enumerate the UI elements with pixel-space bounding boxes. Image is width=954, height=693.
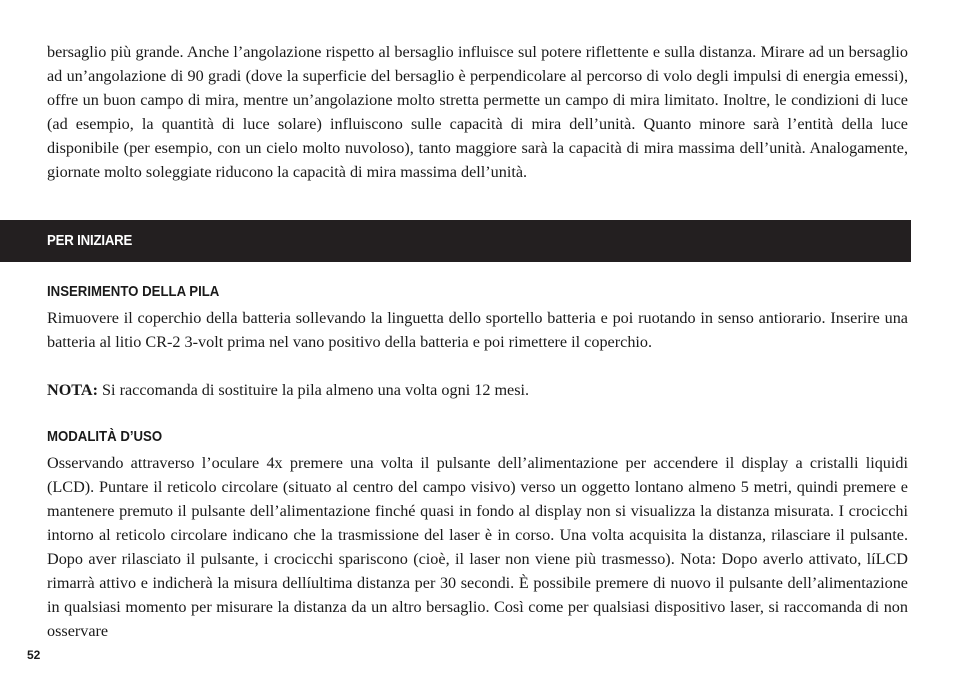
mode-paragraph: Osservando attraverso l’oculare 4x premere una volta il pulsante dell’alimentazione per accendere il display a cristalli liquidi (LCD). Puntare il reticolo circolare (situato al centro del campo visivo) verso un oggetto lontano almeno 5 metri, quindi premere e mantenere premuto il pulsante dell’alimentazione finché quasi in fondo al display non si visualizza la distanza misurata. I crocicchi intorno al reticolo circolare indicano che la trasmissione del laser è in corso. Una volta acquisita la distanza, rilasciare il pulsante. Dopo aver rilasciato il pulsante, i crocicchi spariscono (cioè, il laser non viene più trasmesso). Nota: Dopo averlo attivato, líLCD rimarrà attivo e indicherà la misura dellíultima distanza per 30 secondi. È possibile premere di nuovo il pulsante dell’alimentazione in qualsiasi momento per misurare la distanza da un altro bersaglio. Così come per qualsiasi dispositivo laser, si raccomanda di non osservare (47, 454, 908, 640)
intro-paragraph: bersaglio più grande. Anche l’angolazione rispetto al bersaglio influisce sul potere riflettente e sulla distanza. Mirare ad un bersaglio ad un’angolazione di 90 gradi (dove la superficie del bersaglio è perpendicolare al percorso di volo degli impulsi di energia emessi), offre un buon campo di mira, mentre un’angolazione molto stretta permette un campo di mira limitato. Inoltre, le condizioni di luce (ad esempio, la quantità di luce solare) influiscono sulle capacità di mira dell’unità. Quanto minore sarà l’entità della luce disponibile (per esempio, con un cielo molto nuvoloso), tanto maggiore sarà la capacità di mira massima dell’unità. Analogamente, giornate molto soleggiate riducono la capacità di mira massima dell’unità. (47, 43, 908, 181)
mode-heading: MODALITÀ D’USO (47, 428, 163, 445)
note-label: NOTA: (47, 381, 98, 399)
page-number: 52 (27, 648, 41, 662)
section-header-bar (0, 220, 911, 262)
battery-paragraph: Rimuovere il coperchio della batteria sollevando la linguetta dello sportello batteria e poi ruotando in senso antiorario. Inserire una batteria al litio CR-2 3-volt prima nel vano positivo della batteria e poi rimettere il coperchio. (47, 309, 908, 351)
battery-heading: INSERIMENTO DELLA PILA (47, 283, 220, 300)
section-title: PER INIZIARE (47, 232, 133, 249)
note-paragraph (47, 378, 908, 402)
note-text: Si raccomanda di sostituire la pila almeno una volta ogni 12 mesi. (97, 381, 530, 399)
